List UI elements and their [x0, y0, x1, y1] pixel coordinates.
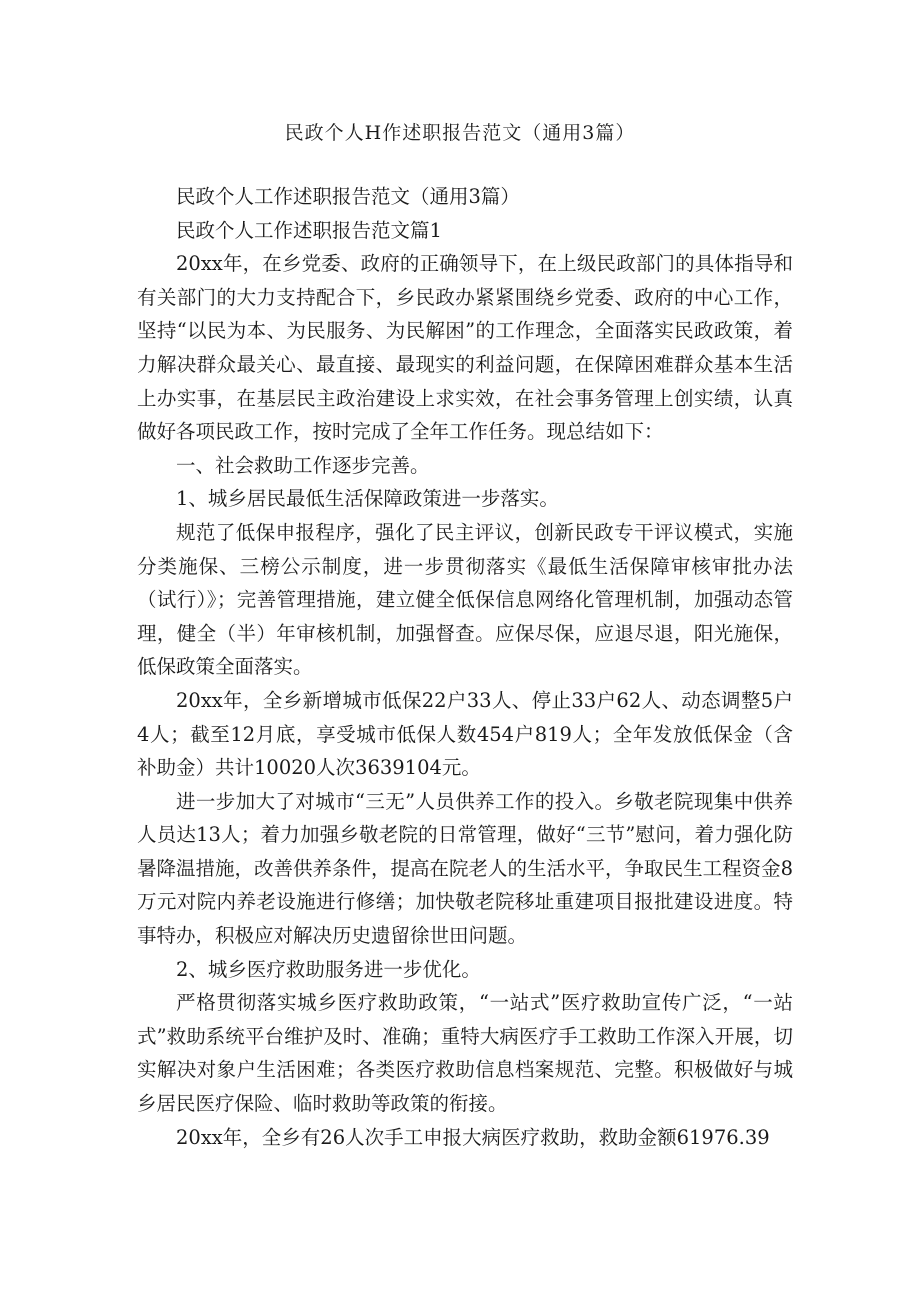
paragraph-minimum-living-stats: 20xx年，全乡新增城市低保22户33人、停止33户62人、动态调整5户4人；截至12月底，享受城市低保人数454户819人；全年发放低保金（含补助金）共计10020人次3639104元。: [137, 688, 793, 780]
document-body: [137, 180, 793, 1154]
heading-medical-assistance: 2、城乡医疗救助服务进一步优化。: [176, 957, 481, 981]
paragraph-minimum-living-measures: 规范了低保申报程序，强化了民主评议，创新民政专干评议模式，实施分类施保、三榜公示制度，进一步贯彻落实《最低生活保障审核审批办法（试行）》；完善管理措施，建立健全低保信息网络化管理机制，加强动态管理，健全（半）年审核机制，加强督查。应保尽保，应退尽退，阳光施保，低保政策全面落实。: [137, 520, 793, 679]
paragraph-nursing-home: 进一步加大了对城市“三无”人员供养工作的投入。乡敬老院现集中供养人员达13人；着力加强乡敬老院的日常管理，做好“三节”慰问，着力强化防暑降温措施，改善供养条件，提高在院老人的生活水平，争取民生工程资金8万元对院内养老设施进行修缮；加快敬老院移址重建项目报批建设进度。特事特办，积极应对解决历史遗留徐世田问题。: [137, 789, 793, 948]
subtitle-paragraph: 民政个人工作述职报告范文（通用3篇）: [176, 185, 520, 208]
paragraph-medical-assistance: 严格贯彻落实城乡医疗救助政策，“一站式”医疗救助宣传广泛，“一站式”救助系统平台维护及时、准确；重特大病医疗手工救助工作深入开展，切实解决对象户生活困难；各类医疗救助信息档案规范、完整。积极做好与城乡居民医疗保险、临时救助等政策的衔接。: [137, 991, 793, 1116]
section-heading: 民政个人工作述职报告范文篇1: [176, 218, 442, 242]
heading-social-assistance: 一、社会救助工作逐步完善。: [176, 453, 430, 477]
paragraph-medical-stats: 20xx年，全乡有26人次手工申报大病医疗救助，救助金额61976.39: [176, 1125, 770, 1149]
intro-paragraph: 20xx年，在乡党委、政府的正确领导下，在上级民政部门的具体指导和有关部门的大力支持配合下，乡民政办紧紧围绕乡党委、政府的中心工作，坚持“以民为本、为民服务、为民解困”的工作理念，全面落实民政政策，着力解决群众最关心、最直接、最现实的利益问题，在保障困难群众基本生活上办实事，在基层民主政治建设上求实效，在社会事务管理上创实绩，认真做好各项民政工作，按时完成了全年工作任务。现总结如下：: [137, 252, 793, 444]
heading-minimum-living: 1、城乡居民最低生活保障政策进一步落实。: [176, 487, 559, 511]
document-title: 民政个人H作述职报告范文（通用3篇）: [284, 122, 636, 144]
